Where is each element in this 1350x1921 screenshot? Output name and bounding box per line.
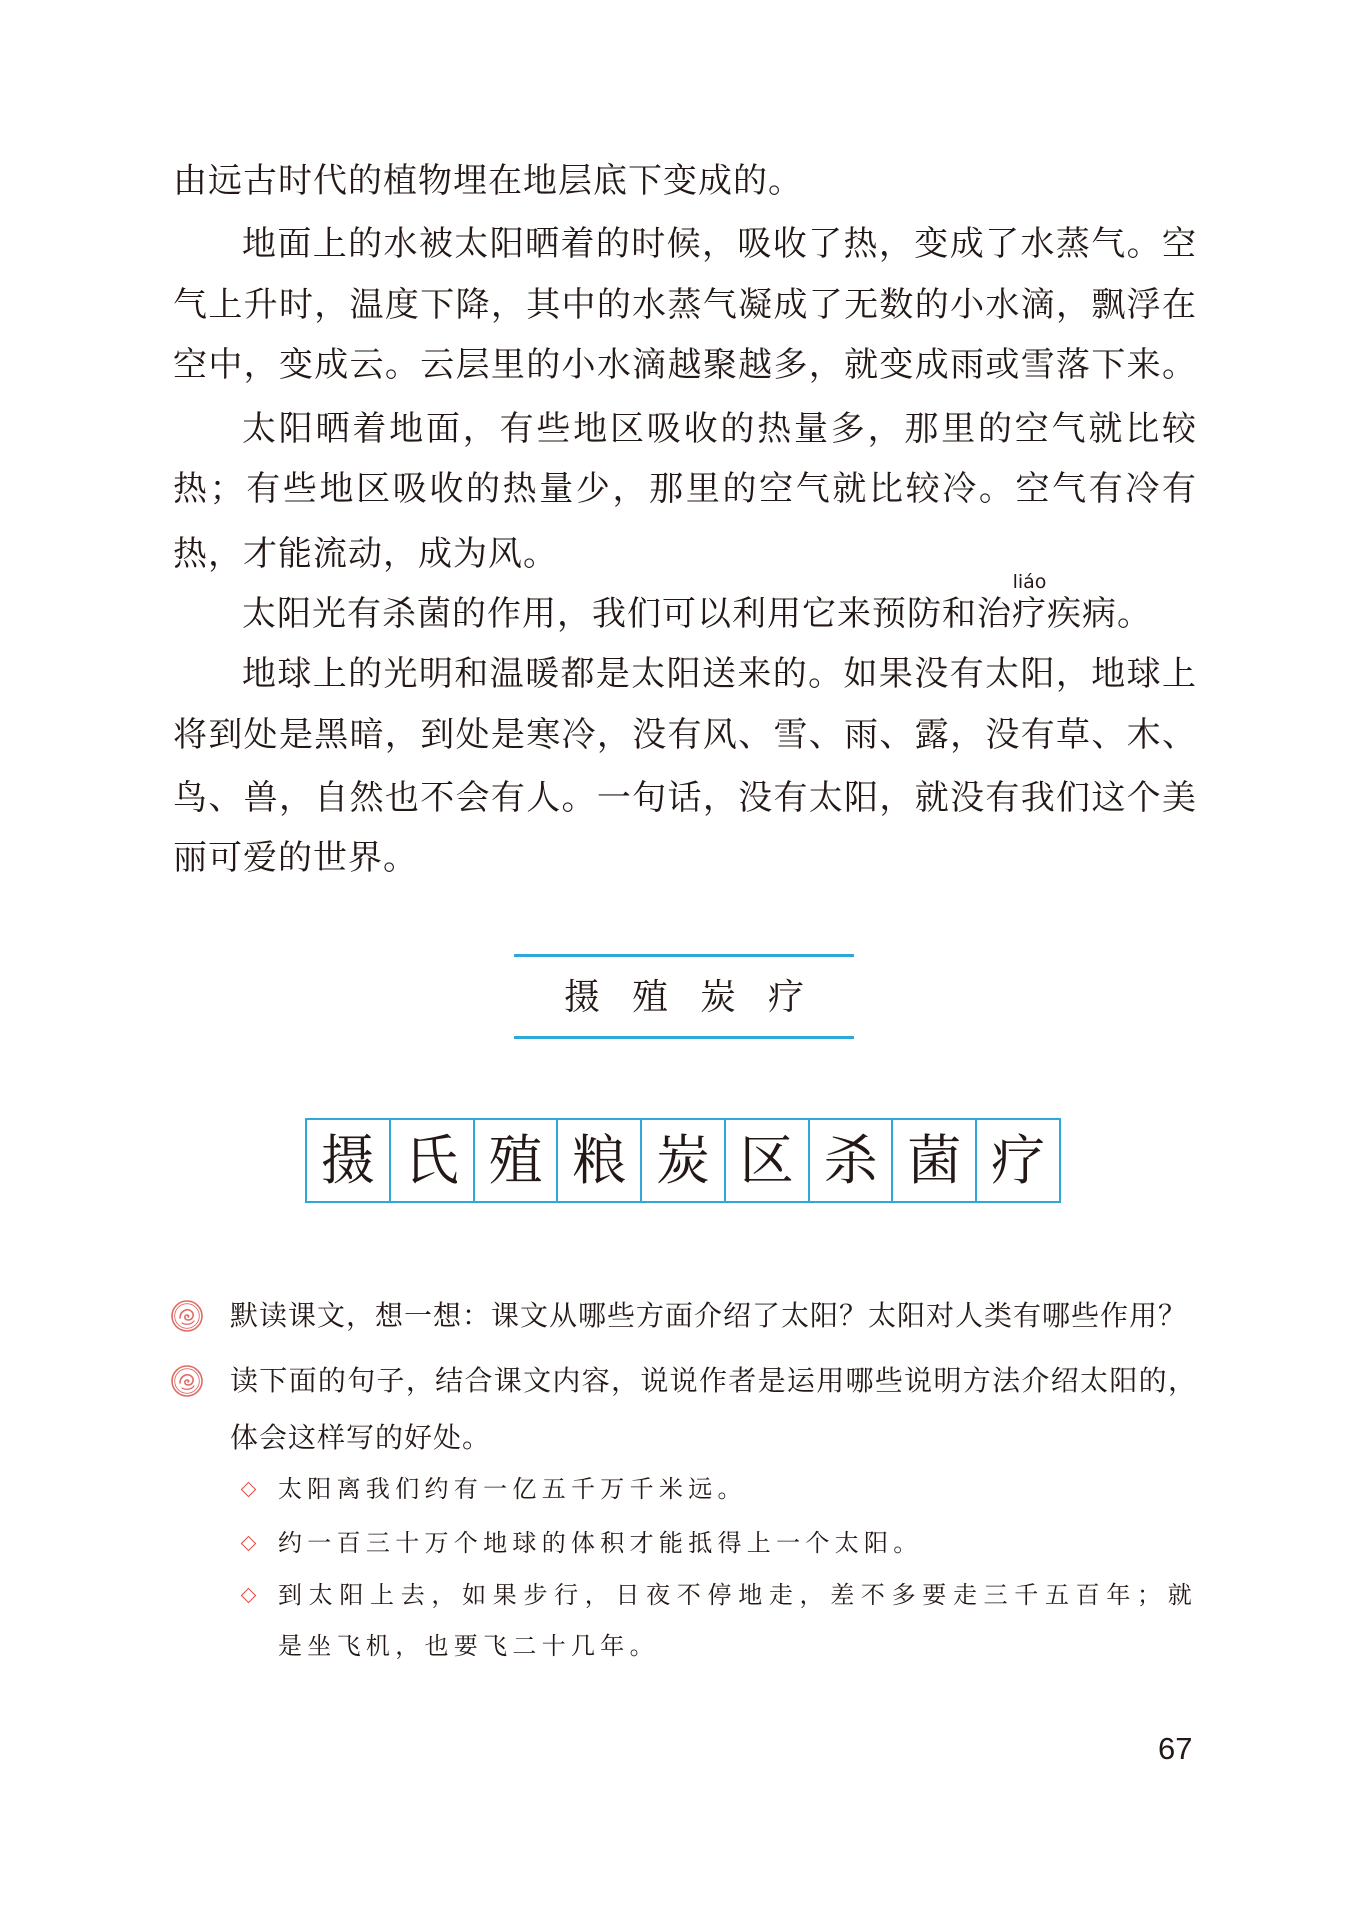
body-line: 鸟、兽，自然也不会有人。一句话，没有太阳，就没有我们这个美 bbox=[173, 778, 1197, 818]
vocab-title-char: 摄 bbox=[563, 977, 600, 1018]
character-writing-grid bbox=[305, 1118, 1061, 1203]
body-line: 热，才能流动，成为风。 bbox=[173, 534, 558, 574]
diamond-bullet-icon bbox=[241, 1482, 257, 1498]
exercise-marker-icon bbox=[170, 1299, 204, 1333]
body-line: 由远古时代的植物埋在地层底下变成的。 bbox=[173, 161, 803, 201]
page-number: 67 bbox=[1158, 1731, 1193, 1766]
body-line: 太阳晒着地面，有些地区吸收的热量多，那里的空气就比较 bbox=[242, 409, 1197, 449]
grid-cell: 疗 bbox=[975, 1120, 1059, 1201]
annotated-character-text: 疗 bbox=[1012, 594, 1047, 634]
vocab-title-char: 炭 bbox=[699, 977, 736, 1018]
exercise-1-text: 默读课文，想一想：课文从哪些方面介绍了太阳？太阳对人类有哪些作用？ bbox=[230, 1299, 1188, 1332]
example-sentence: 约一百三十万个地球的体积才能抵得上一个太阳。 bbox=[278, 1529, 923, 1557]
body-line: 空中，变成云。云层里的小水滴越聚越多，就变成雨或雪落下来。 bbox=[173, 345, 1197, 385]
title-bottom-rule bbox=[514, 1036, 854, 1039]
body-line-with-pinyin bbox=[242, 571, 1152, 634]
vocab-title bbox=[514, 978, 854, 1018]
grid-cell: 菌 bbox=[891, 1120, 975, 1201]
body-line: 地面上的水被太阳晒着的时候，吸收了热，变成了水蒸气。空 bbox=[242, 224, 1197, 264]
grid-cell: 粮 bbox=[556, 1120, 640, 1201]
body-line: 地球上的光明和温暖都是太阳送来的。如果没有太阳，地球上 bbox=[242, 654, 1197, 694]
diamond-bullet-icon bbox=[241, 1536, 257, 1552]
example-sentence: 到太阳上去，如果步行，日夜不停地走，差不多要走三千五百年；就 bbox=[278, 1581, 1197, 1609]
pinyin-annotation: liáo bbox=[1012, 571, 1047, 593]
diamond-bullet-icon bbox=[241, 1588, 257, 1604]
line-segment: 疾病。 bbox=[1047, 594, 1152, 634]
body-line: 气上升时，温度下降，其中的水蒸气凝成了无数的小水滴，飘浮在 bbox=[173, 285, 1197, 325]
body-line: 热；有些地区吸收的热量少，那里的空气就比较冷。空气有冷有 bbox=[173, 469, 1197, 509]
body-line: 将到处是黑暗，到处是寒冷，没有风、雪、雨、露，没有草、木、 bbox=[173, 715, 1197, 755]
grid-cell: 杀 bbox=[808, 1120, 892, 1201]
vocab-title-char: 疗 bbox=[767, 977, 804, 1018]
example-sentence: 太阳离我们约有一亿五千万千米远。 bbox=[278, 1475, 747, 1503]
grid-cell: 摄 bbox=[320, 1129, 375, 1192]
grid-cell: 区 bbox=[724, 1120, 808, 1201]
annotated-character bbox=[1012, 571, 1047, 634]
exercise-2-text: 读下面的句子，结合课文内容，说说作者是运用哪些说明方法介绍太阳的， bbox=[230, 1364, 1197, 1397]
grid-cell: 炭 bbox=[640, 1120, 724, 1201]
title-top-rule bbox=[514, 954, 854, 957]
vocab-title-char: 殖 bbox=[631, 977, 668, 1018]
grid-cell: 殖 bbox=[473, 1120, 557, 1201]
body-line: 丽可爱的世界。 bbox=[173, 838, 418, 878]
exercise-marker-icon bbox=[170, 1364, 204, 1398]
line-segment: 太阳光有杀菌的作用，我们可以利用它来预防和治 bbox=[242, 594, 1012, 634]
grid-cell: 氏 bbox=[389, 1120, 473, 1201]
example-sentence: 是坐飞机，也要飞二十几年。 bbox=[278, 1632, 659, 1660]
exercise-2-text: 体会这样写的好处。 bbox=[230, 1421, 492, 1454]
